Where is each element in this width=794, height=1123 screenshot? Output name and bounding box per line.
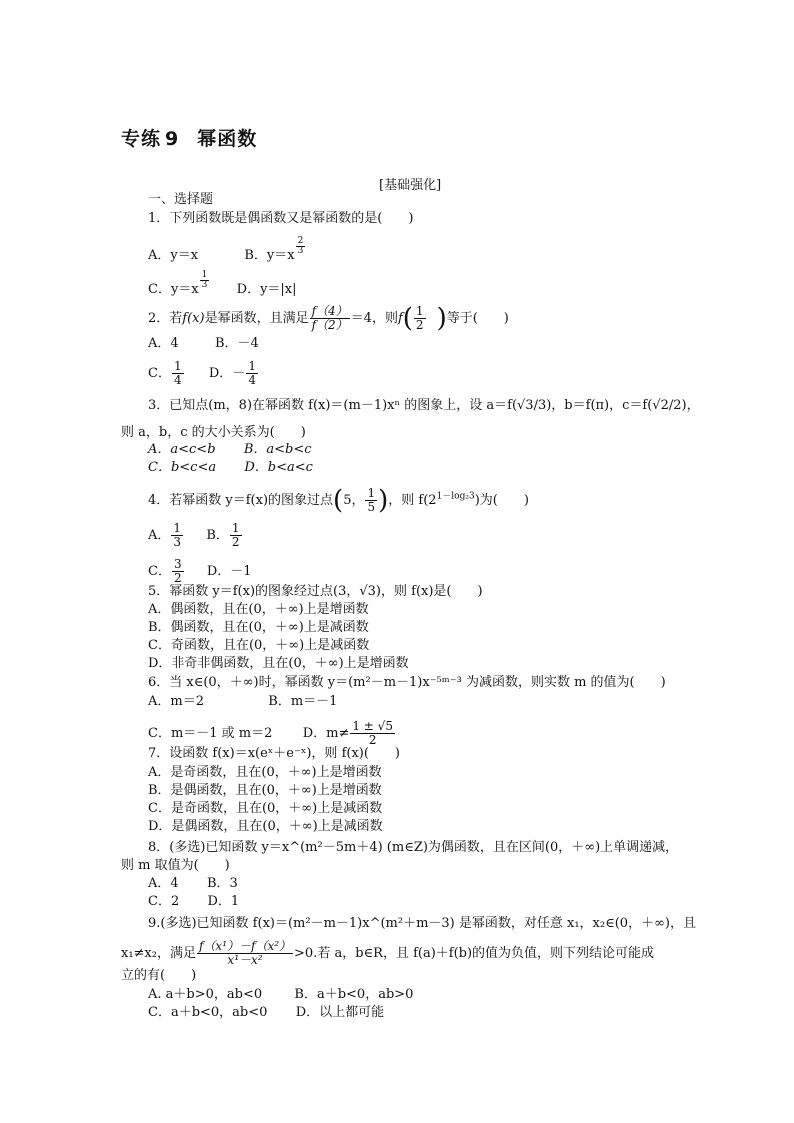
q4-stem: 4．若幂函数 y＝f(x)的图象过点(5， $\frac{1}{5}$ )，则 $f(2^{1-log_23})$为( ) [148,485,529,516]
q9-options-cd [148,1005,384,1021]
q6-option-c: C．m＝－1 或 m＝2 [148,726,273,741]
q4-c-bot: 2 [173,571,182,585]
q2-options-ab [148,336,259,352]
q1-options-cd [148,271,297,298]
q2-stem-end: 等于( ) [446,311,509,326]
q6-option-b: B．m＝－1 [268,694,338,709]
q4-point-bot: 5 [367,500,376,514]
q1-option-c: C．y＝x [148,282,199,297]
q9-options-ab [148,987,413,1003]
q3-options-cd [148,460,313,476]
q5-option-d: D．非奇非偶函数，且在(0，＋∞)上是增函数 [148,656,409,671]
q7-option-b: B．是偶函数，且在(0，＋∞)上是增函数 [148,783,382,798]
q2-arg-bot: 2 [415,318,424,332]
q8-line2: 则 m 取值为( ) [121,858,230,873]
q4-option-d: D．－1 [206,564,252,579]
q9-option-d: D．以上都可能 [295,1005,385,1020]
q1-b-exp-bot: 3 [297,246,304,256]
q2-c-bot: 4 [173,373,182,387]
q3-line2: 则 a，b，c 的大小关系为( ) [121,425,306,440]
q1-option-b: B．y＝x [244,248,295,263]
q4-c-top: 3 [173,557,182,571]
q8-option-c: C．2 [148,894,180,909]
q2-fx: f(x) [182,311,205,326]
q2-frac-bot: f（2） [311,318,348,332]
q6-option-a: A．m＝2 [148,694,204,709]
q9-line3: 立的有( ) [121,968,197,983]
q3-option-d: D．b<a<c [244,460,313,475]
q3-line1: 3．已知点(m，8)在幂函数 f(x)＝(m－1)xⁿ 的图象上，设 a＝f(√3/3)，b＝f(π)，c＝f(√2/2)， [148,398,700,413]
q7-option-a: A．是奇函数，且在(0，＋∞)上是增函数 [148,765,382,780]
q6-options-ab [148,694,337,710]
q8-options-ab [148,876,238,892]
q9-line2 [121,940,654,967]
q3-option-c: C．b<c<a [148,460,217,475]
q3-option-b: B．a<b<c [243,442,312,457]
section-tag: [基础强化] [379,178,442,193]
q9-line2-pre: x₁≠x₂，满足 [121,946,196,961]
q5-option-a: A．偶函数，且在(0，＋∞)上是增函数 [148,602,369,617]
q4-options-ab: A． $\frac{1}{3}$ B． $\frac{1}{2}$ [148,521,240,549]
q4-stem-pre: 4．若幂函数 y＝f(x)的图象过点 [148,493,334,508]
q2-c-top: 1 [173,359,182,373]
q4-a-bot: 3 [173,535,182,549]
q3-options-ab [148,442,312,458]
q1-stem: 1．下列函数既是偶函数又是幂函数的是( ) [148,211,414,226]
q2-option-b: B．－4 [214,336,259,351]
q1-option-a: A．y＝x [148,248,199,263]
q4-stem-mid: ，则 f(2 [388,493,437,508]
q5-option-c: C．奇函数，且在(0，＋∞)上是减函数 [148,638,370,653]
q7-stem: 7．设函数 f(x)＝x(eˣ＋e⁻ˣ)，则 f(x)( ) [148,746,400,761]
q2-frac-top: f（4） [311,304,348,318]
q1-c-exp-top: 1 [201,270,208,280]
q7-option-c: C．是奇函数，且在(0，＋∞)上是减函数 [148,801,383,816]
title-text: 幂函数 [197,128,258,150]
title-number: 9 [165,128,180,150]
q8-option-a: A．4 [148,876,179,891]
q6-d-top: 1 ± √5 [352,719,393,733]
q9-frac-bot: x¹－x² [227,953,263,967]
q1-options-ab [148,237,306,264]
q2-options-cd [148,360,259,387]
q4-point-x: 5， [343,493,365,508]
q8-option-d: D．1 [207,894,240,909]
q2-d-top: 1 [248,359,256,373]
q4-options-cd: C． $\frac{3}{2}$ D．－1 [148,557,252,585]
part-heading: 一、选择题 [148,192,214,207]
q8-line1: 8．(多选)已知函数 y＝x^(m²－5m＋4) (m∈Z)为偶函数，且在区间(0，＋∞)上单调递减， [148,840,679,855]
q9-frac-top: f（x¹）－f（x²） [198,939,292,953]
q4-stem-end: )为( ) [474,493,529,508]
page-title [121,124,257,151]
q2-arg-top: 1 [415,304,424,318]
q8-option-b: B．3 [206,876,238,891]
q2-option-d: D．－ [208,366,246,381]
q2-stem-eq: ＝4，则 [350,311,398,326]
q9-option-b: B．a＋b<0，ab>0 [294,987,414,1002]
q9-line2-post: >0.若 a，b∈R，且 f(a)＋f(b)的值为负值，则下列结论可能成 [294,946,655,961]
q2-option-c: C． [148,366,171,381]
q7-option-d: D．是偶函数，且在(0，＋∞)上是减函数 [148,819,383,834]
q4-b-bot: 2 [231,535,240,549]
q6-option-d: D．m≠ [302,726,350,741]
q1-option-d: D．y＝|x| [236,282,297,297]
q6-d-bot: 2 [368,733,377,747]
q8-options-cd [148,894,239,910]
q2-stem-pre: 2．若 [148,311,183,326]
q9-option-c: C．a＋b<0，ab<0 [148,1005,268,1020]
q4-a-top: 1 [173,521,182,535]
q9-option-a: A. a＋b>0，ab<0 [148,987,263,1002]
title-prefix: 专练 [121,128,162,150]
q3-option-a: A．a<c<b [148,442,216,457]
q4-point-top: 1 [367,486,376,500]
q1-b-exp-top: 2 [297,236,304,246]
q2-d-bot: 4 [248,373,256,387]
q6-options-cd [148,720,396,747]
q1-c-exp-bot: 3 [201,280,208,290]
q2-stem: 2．若f(x)是幂函数，且满足 $\frac{f(4)}{f(2)}$ ＝4，则f( $\frac{1}{2}$ )等于( ) [148,303,509,334]
q5-stem: 5．幂函数 y＝f(x)的图象经过点(3，√3)，则 f(x)是( ) [148,584,483,599]
q4-b-top: 1 [231,521,240,535]
q2-option-a: A．4 [148,336,179,351]
q9-line1: 9.(多选)已知函数 f(x)＝(m²－m－1)x^(m²＋m－3) 是幂函数，对任意 x₁，x₂∈(0，＋∞)，且 [148,916,696,931]
q4-exponent: 1－log₂3 [436,491,475,502]
q2-stem-mid: 是幂函数，且满足 [204,311,309,326]
q5-option-b: B．偶函数，且在(0，＋∞)上是减函数 [148,620,369,635]
q6-stem: 6．当 x∈(0，＋∞)时，幂函数 y＝(m²－m－1)x⁻⁵ᵐ⁻³ 为减函数，则实数 m 的值为( ) [148,675,666,690]
